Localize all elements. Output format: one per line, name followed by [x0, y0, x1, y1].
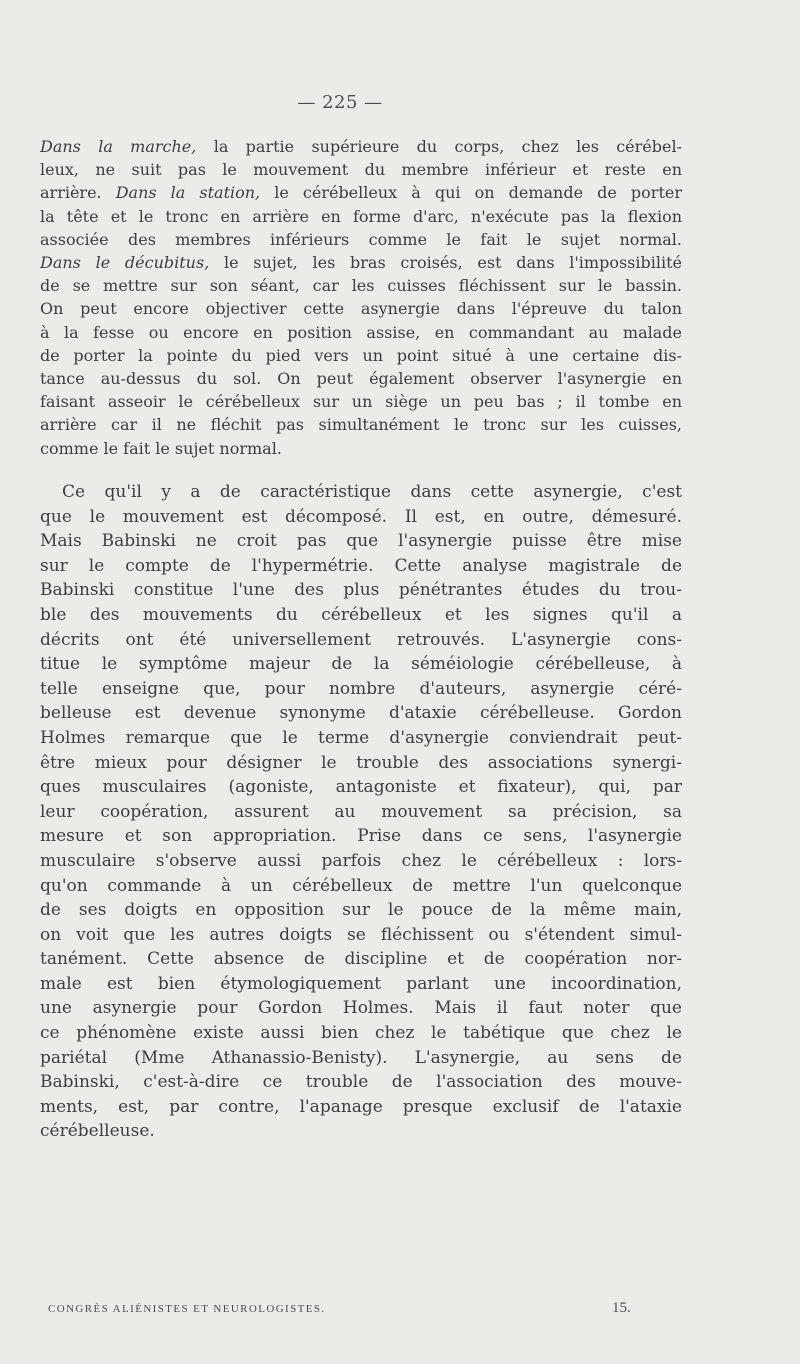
line-text: arrière car il ne fléchit pas simultanément le tronc sur les cuisses,	[40, 415, 682, 435]
paragraph-line	[40, 297, 682, 320]
paragraph-line: Babinski, c'est-à-dire ce trouble de l'association des mouve-	[40, 1072, 682, 1093]
paragraph-line: décrits ont été universellement retrouvés. L'asynergie cons-	[40, 629, 682, 650]
paragraph-line	[40, 413, 682, 436]
running-footer: CONGRÈS ALIÉNISTES ET NEUROLOGISTES.	[48, 1303, 326, 1315]
paragraph-line	[40, 321, 682, 344]
paragraph-line: Mais Babinski ne croit pas que l'asynergie puisse être mise	[40, 531, 682, 552]
paragraph-line	[40, 344, 682, 367]
line-text: la tête et le tronc en arrière en forme d'arc, n'exécute pas la flexion	[40, 206, 682, 226]
paragraph-line: être mieux pour désigner le trouble des associations synergi-	[40, 752, 682, 773]
paragraph-line: sur le compte de l'hypermétrie. Cette analyse magistrale de	[40, 555, 682, 576]
line-text: associée des membres inférieurs comme le fait le sujet normal.	[40, 229, 682, 249]
paragraph-line: mesure et son appropriation. Prise dans ce sens, l'asynergie	[40, 826, 682, 847]
signature-mark: 15.	[612, 1300, 631, 1316]
line-text: leux, ne suit pas le mouvement du membre inférieur et reste en	[40, 160, 682, 180]
paragraph-line	[40, 205, 682, 228]
line-text: tance au-dessus du sol. On peut également observer l'asynergie en	[40, 369, 682, 389]
paragraph-line: une asynergie pour Gordon Holmes. Mais il faut noter que	[40, 998, 682, 1019]
paragraph-line: musculaire s'observe aussi parfois chez le cérébelleux : lors-	[40, 850, 682, 871]
paragraph-line: qu'on commande à un cérébelleux de mettre l'un quelconque	[40, 875, 682, 896]
line-text: à la fesse ou encore en position assise, en commandant au malade	[40, 322, 682, 342]
paragraph-line	[40, 181, 682, 204]
paragraph-2	[40, 480, 682, 1144]
line-text: le cérébelleux à qui on demande de porter	[260, 183, 682, 203]
paragraph-line: belleuse est devenue synonyme d'ataxie cérébelleuse. Gordon	[40, 703, 682, 724]
paragraph-line: leur coopération, assurent au mouvement sa précision, sa	[40, 801, 682, 822]
line-text: de porter la pointe du pied vers un point situé à une certaine dis-	[40, 345, 682, 365]
paragraph-line: ments, est, par contre, l'apanage presque exclusif de l'ataxie	[40, 1096, 682, 1117]
line-text: le sujet, les bras croisés, est dans l'impossibilité	[209, 253, 682, 273]
paragraph-line	[40, 274, 682, 297]
paragraph-line	[40, 251, 682, 274]
paragraph-line: ble des mouvements du cérébelleux et les signes qu'il a	[40, 604, 682, 625]
paragraph-line	[40, 390, 682, 413]
italic-phrase: Dans le décubitus,	[40, 253, 210, 273]
paragraph-line: cérébelleuse.	[40, 1121, 155, 1142]
paragraph-line: pariétal (Mme Athanassio-Benisty). L'asynergie, au sens de	[40, 1047, 682, 1068]
paragraph-line	[40, 158, 682, 181]
paragraph-line: titue le symptôme majeur de la séméiologie cérébelleuse, à	[40, 654, 682, 675]
paragraph-line: de ses doigts en opposition sur le pouce de la même main,	[40, 900, 682, 921]
line-text: arrière.	[40, 183, 116, 203]
paragraph-line	[40, 228, 682, 251]
italic-phrase: Dans la station,	[115, 183, 261, 203]
paragraph-line: ce phénomène existe aussi bien chez le tabétique que chez le	[40, 1023, 682, 1044]
paragraph-1	[40, 135, 682, 460]
line-text: de se mettre sur son séant, car les cuisses fléchissent sur le bassin.	[40, 276, 682, 296]
paragraph-line: tanément. Cette absence de discipline et de coopération nor-	[40, 949, 682, 970]
line-text: comme le fait le sujet normal.	[40, 438, 282, 458]
paragraph-line: Holmes remarque que le terme d'asynergie conviendrait peut-	[40, 727, 682, 748]
paragraph-line: on voit que les autres doigts se fléchissent ou s'étendent simul-	[40, 924, 682, 945]
paragraph-line: ques musculaires (agoniste, antagoniste et fixateur), qui, par	[40, 777, 682, 798]
paragraph-line	[40, 135, 682, 158]
paragraph-line: que le mouvement est décomposé. Il est, en outre, démesuré.	[40, 506, 682, 527]
page-number: — 225 —	[297, 92, 383, 113]
paragraph-line: Ce qu'il y a de caractéristique dans cette asynergie, c'est	[62, 482, 682, 502]
paragraph-line: Babinski constitue l'une des plus pénétrantes études du trou-	[40, 580, 682, 601]
italic-phrase: Dans la marche,	[40, 137, 197, 156]
paragraph-line	[40, 367, 682, 390]
paragraph-line	[40, 437, 682, 460]
line-text: la partie supérieure du corps, chez les cérébel-	[196, 137, 682, 156]
paragraph-line: male est bien étymologiquement parlant une incoordination,	[40, 973, 682, 994]
line-text: On peut encore objectiver cette asynergie dans l'épreuve du talon	[40, 299, 682, 319]
paragraph-line: telle enseigne que, pour nombre d'auteurs, asynergie céré-	[40, 678, 682, 699]
line-text: faisant asseoir le cérébelleux sur un siège un peu bas ; il tombe en	[40, 392, 682, 412]
